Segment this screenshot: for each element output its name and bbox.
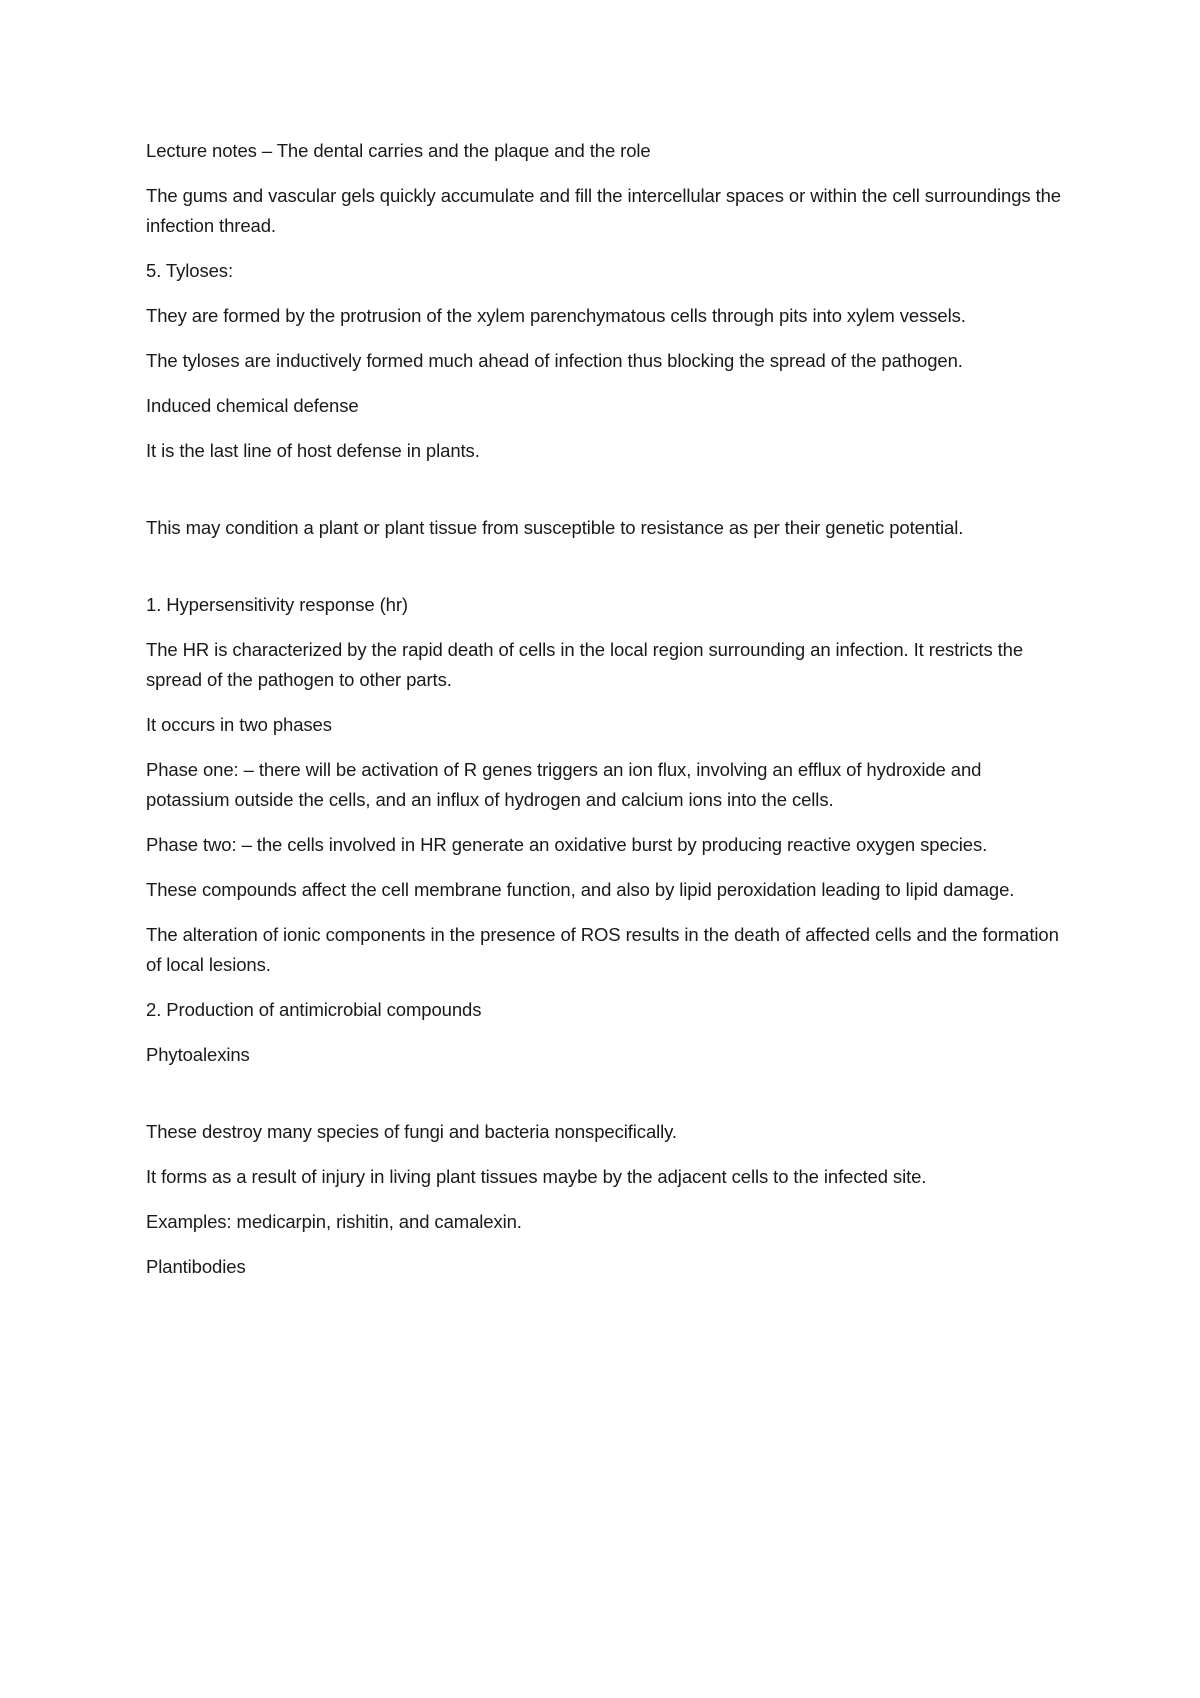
heading-phytoalexins: Phytoalexins xyxy=(146,1044,250,1065)
paragraph-gums: The gums and vascular gels quickly accumulate and fill the intercellular spaces or within the cell surroundings the infection thread. xyxy=(146,185,1062,236)
paragraph-condition: This may condition a plant or plant tissue from susceptible to resistance as per their genetic potential. xyxy=(146,517,964,538)
heading-tyloses: 5. Tyloses: xyxy=(146,260,233,281)
paragraph-compounds: These compounds affect the cell membrane function, and also by lipid peroxidation leading to lipid damage. xyxy=(146,879,1015,900)
paragraph-tyloses-formation: They are formed by the protrusion of the xylem parenchymatous cells through pits into xylem vessels. xyxy=(146,305,966,326)
heading-plantibodies: Plantibodies xyxy=(146,1256,246,1277)
heading-hypersensitivity: 1. Hypersensitivity response (hr) xyxy=(146,594,408,615)
paragraph-destroy-fungi: These destroy many species of fungi and bacteria nonspecifically. xyxy=(146,1121,677,1142)
paragraph-hr-definition: The HR is characterized by the rapid death of cells in the local region surrounding an infection. It restricts the spread of the pathogen to other parts. xyxy=(146,639,1024,690)
document-body xyxy=(146,136,1061,1282)
paragraph-examples: Examples: medicarpin, rishitin, and camalexin. xyxy=(146,1211,522,1232)
paragraph-phase-one: Phase one: – there will be activation of R genes triggers an ion flux, involving an efflux of hydroxide and potassium outside the cells, and an influx of hydrogen and calcium ions into the cells. xyxy=(146,759,982,810)
paragraph-tyloses-blocking: The tyloses are inductively formed much ahead of infection thus blocking the spread of the pathogen. xyxy=(146,350,963,371)
document-title: Lecture notes – The dental carries and the plaque and the role xyxy=(146,140,651,161)
paragraph-two-phases: It occurs in two phases xyxy=(146,714,332,735)
paragraph-last-line: It is the last line of host defense in plants. xyxy=(146,440,480,461)
paragraph-injury: It forms as a result of injury in living plant tissues maybe by the adjacent cells to the infected site. xyxy=(146,1166,927,1187)
heading-induced-chemical-defense: Induced chemical defense xyxy=(146,395,359,416)
paragraph-phase-two: Phase two: – the cells involved in HR generate an oxidative burst by producing reactive oxygen species. xyxy=(146,834,988,855)
heading-antimicrobial: 2. Production of antimicrobial compounds xyxy=(146,999,482,1020)
paragraph-ionic-alteration: The alteration of ionic components in the presence of ROS results in the death of affected cells and the formation of local lesions. xyxy=(146,924,1059,975)
